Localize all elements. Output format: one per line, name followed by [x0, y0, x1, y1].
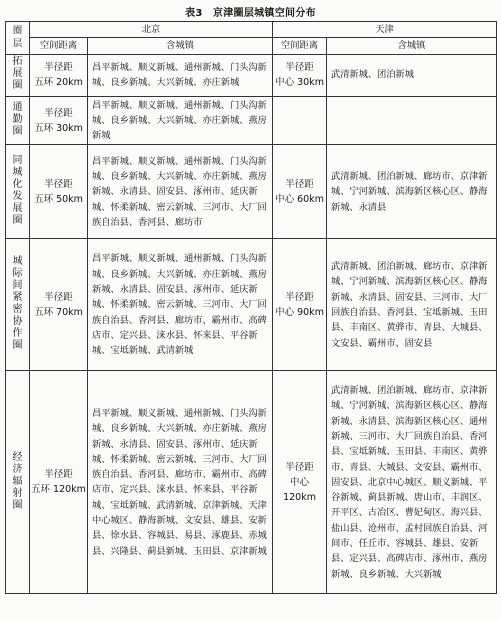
bj-towns: 昌平新城、顺义新城、通州新城、门头沟新城、良乡新城、大兴新城、亦庄新城、燕房新城	[88, 96, 273, 145]
table-row-integration	[6, 145, 497, 239]
tj-distance: 半径距 中心 60km	[273, 145, 327, 239]
tj-towns: 武清新城、团泊新城	[327, 54, 497, 96]
header-tianjin: 天津	[273, 22, 497, 38]
bj-towns: 昌平新城、顺义新城、通州新城、门头沟新城、良乡新城、大兴新城、亦庄新城、燕房新城、永清县、固安县、涿州市、延庆新城、怀柔新城、密云新城、三河市、大厂回族自治县、香河县、廊坊市、霸州市、高碑店市、定兴县、涞水县、怀来县、平谷新城、宝坻新城、武清新城、京津新城、天津中心城区、静海新城、文安县、雄县、安新县、徐水县、容城县、易县、涿鹿县、赤城县、兴隆县、蓟县新城、玉田县、京津新城	[88, 371, 273, 594]
table-row-radiation	[6, 371, 497, 594]
bj-distance: 半径距 五环 120km	[30, 371, 88, 594]
table-row-intercity	[6, 239, 497, 371]
circle-label: 经济辐射圈	[6, 371, 30, 594]
tj-distance: 半径距 中心 120km	[273, 371, 327, 594]
header-circle: 圈层	[6, 22, 30, 55]
header-beijing: 北京	[30, 22, 273, 38]
header-tj-towns: 含城镇	[327, 38, 497, 54]
town-distribution-table	[5, 21, 497, 594]
bj-distance: 半径距 五环 20km	[30, 54, 88, 96]
table-row-expansion	[6, 54, 497, 96]
bj-towns: 昌平新城、顺义新城、通州新城、门头沟新城、良乡新城、大兴新城、亦庄新城、燕房新城、永清县、固安县、涿州市、延庆新城、怀柔新城、密云新城、三河市、大厂回族自治县、香河县、廊坊市、霸州市、高碑店市、定兴县、涞水县、怀来县、平谷新城、宝坻新城、武清新城	[88, 239, 273, 371]
circle-label: 城际间紧密协作圈	[6, 239, 30, 371]
header-row-city	[6, 22, 497, 38]
bj-distance: 半径距 五环 30km	[30, 96, 88, 145]
bj-distance: 半径距 五环 50km	[30, 145, 88, 239]
circle-label: 同城化发展圈	[6, 145, 30, 239]
tj-distance: 半径距 中心 30km	[273, 54, 327, 96]
tj-towns: 武清新城、团泊新城、廊坊市、京津新城、宁河新城、滨海新区核心区、静海新城、永清县、固安县、三河市、大厂回族自治县、香河县、宝坻新城、玉田县、丰南区、黄骅市、青县、大城县、文安县、霸州市、固安县	[327, 239, 497, 371]
tj-towns	[327, 96, 497, 145]
tj-distance	[273, 96, 327, 145]
circle-label: 拓展圈	[6, 54, 30, 96]
bj-towns: 昌平新城、顺义新城、通州新城、门头沟新城、良乡新城、大兴新城、亦庄新城、燕房新城、永清县、固安县、涿州市、延庆新城、怀柔新城、密云新城、三河市、大厂回族自治县、香河县、廊坊市	[88, 145, 273, 239]
header-bj-towns: 含城镇	[88, 38, 273, 54]
circle-label: 通勤圈	[6, 96, 30, 145]
tj-towns: 武清新城、团泊新城、廊坊市、京津新城、宁河新城、滨海新区核心区、静海新城、永清县	[327, 145, 497, 239]
table-caption: 表3 京津圈层城镇空间分布	[185, 8, 316, 19]
table-row-commuting	[6, 96, 497, 145]
tj-distance: 半径距 中心 90km	[273, 239, 327, 371]
bj-distance: 半径距 五环 70km	[30, 239, 88, 371]
header-row-columns	[6, 38, 497, 54]
header-tj-distance: 空间距离	[273, 38, 327, 54]
header-bj-distance: 空间距离	[30, 38, 88, 54]
tj-towns: 武清新城、团泊新城、廊坊市、京津新城、宁河新城、滨海新区核心区、静海新城、永清县、滨海新区核心区、通州新城、三河市、大厂回族自治县、香河县、宝坻新城、玉田县、丰南区、黄骅市、青县、大城县、文安县、霸州市、固安县、北京中心城区、顺义新城、平谷新城、蓟县新城、唐山市、丰润区、开平区、古冶区、曹妃甸区、海兴县、盐山县、沧州市、孟村回族自治县、河间市、任丘市、容城县、雄县、安新县、定兴县、高碑店市、涿州市、燕房新城、良乡新城、大兴新城	[327, 371, 497, 594]
bj-towns: 昌平新城、顺义新城、通州新城、门头沟新城、良乡新城、大兴新城、亦庄新城	[88, 54, 273, 96]
